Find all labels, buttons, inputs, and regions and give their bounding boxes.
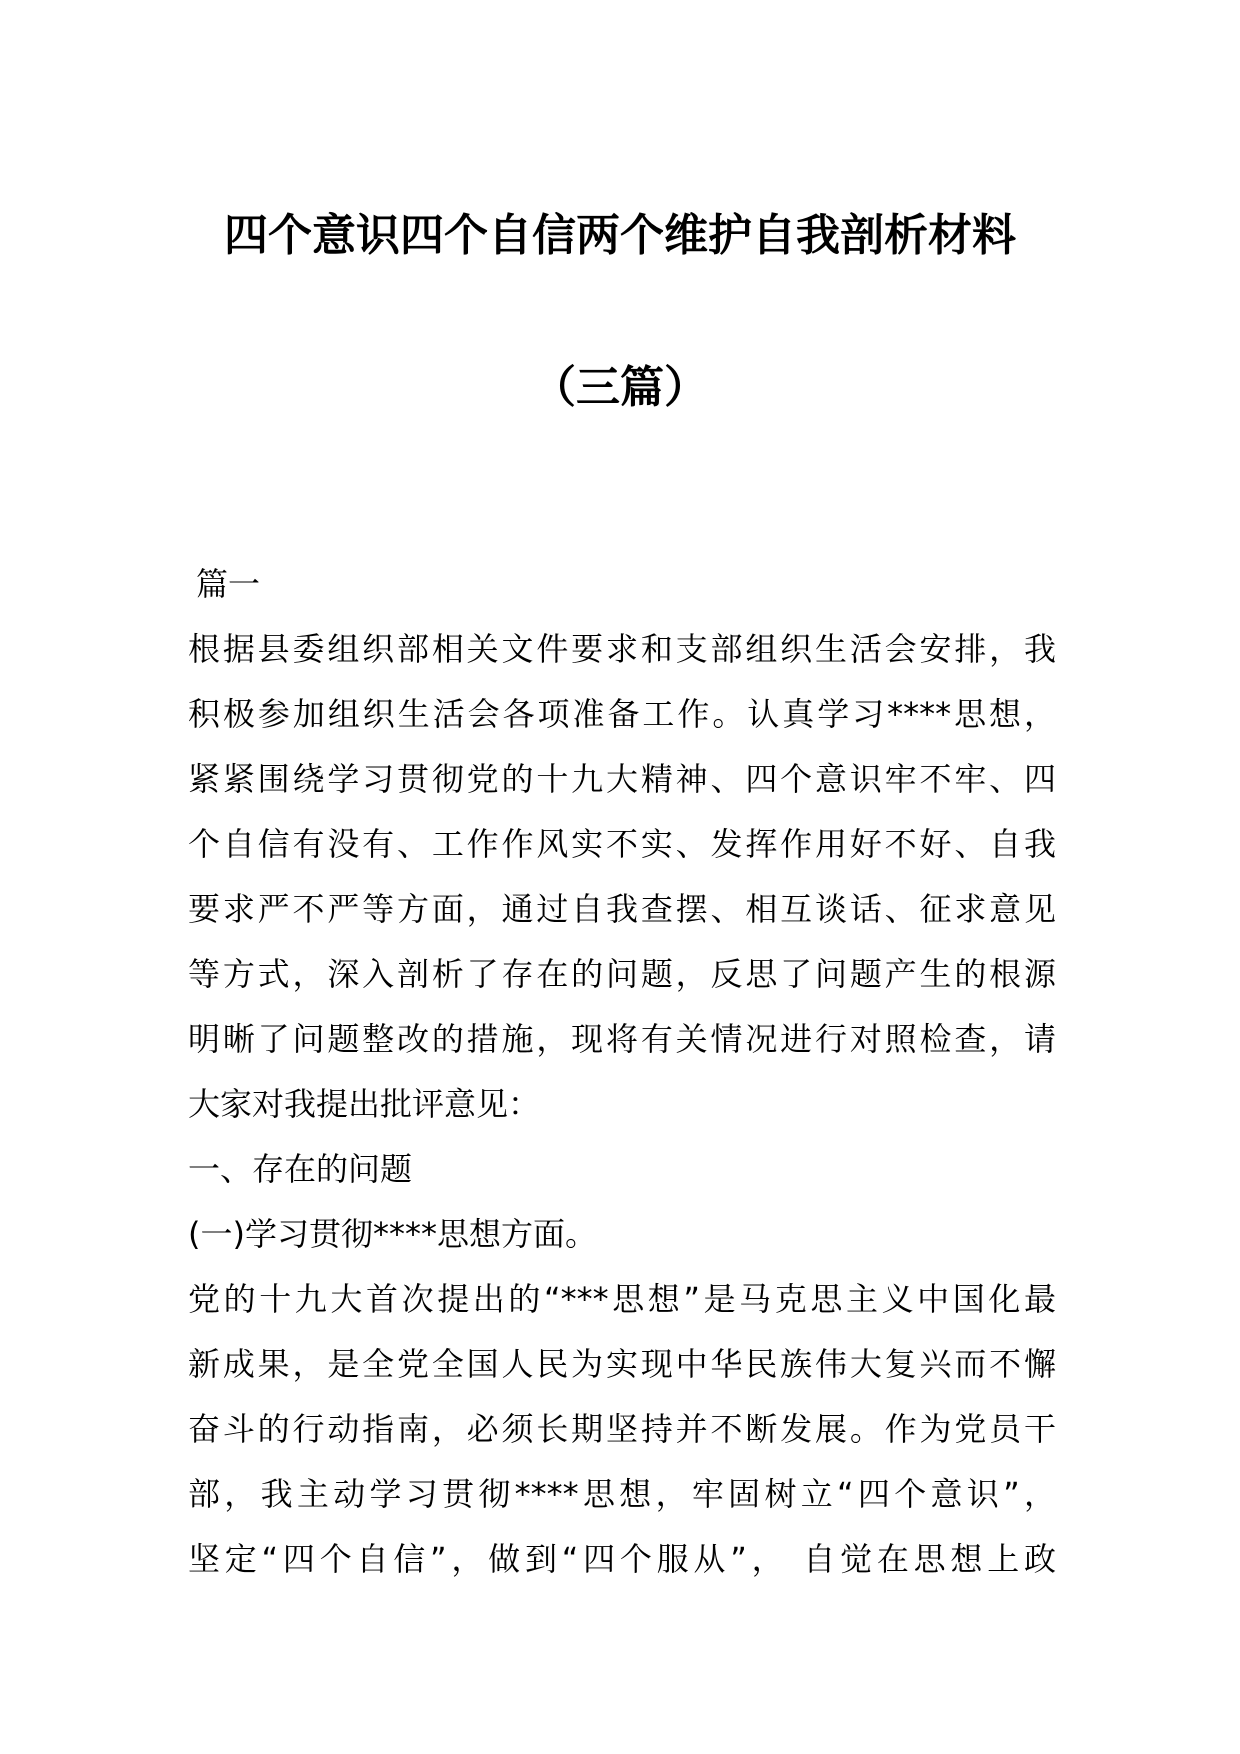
paragraph-line: 紧紧围绕学习贯彻党的十九大精神、四个意识牢不牢、四	[188, 760, 1056, 798]
paragraph-line: 等方式，深入剖析了存在的问题，反思了问题产生的根源	[188, 955, 1056, 993]
paragraph-line: 新成果，是全党全国人民为实现中华民族伟大复兴而不懈	[188, 1345, 1056, 1383]
paragraph-line: 要求严不严等方面，通过自我查摆、相互谈话、征求意见	[188, 890, 1056, 928]
document-title: 四个意识四个自信两个维护自我剖析材料	[224, 210, 1016, 261]
paragraph-line: 党的十九大首次提出的“***思想”是马克思主义中国化最	[188, 1280, 1056, 1318]
section-heading: 一、存在的问题	[188, 1150, 413, 1188]
section-label: 篇一	[196, 565, 261, 603]
paragraph-line: 个自信有没有、工作作风实不实、发挥作用好不好、自我	[188, 825, 1056, 863]
paragraph-line: 明晰了问题整改的措施，现将有关情况进行对照检查，请	[188, 1020, 1056, 1058]
paragraph-line: 根据县委组织部相关文件要求和支部组织生活会安排，我	[188, 630, 1056, 668]
paragraph-line: 大家对我提出批评意见：	[188, 1085, 541, 1123]
subsection-heading: (一)学习贯彻****思想方面。	[188, 1215, 597, 1253]
document-body	[188, 552, 1056, 1592]
paragraph-line: 坚定“四个自信”，做到“四个服从”， 自觉在思想上政	[188, 1540, 1056, 1578]
paragraph-1	[188, 617, 1056, 1137]
paragraph-line: 奋斗的行动指南，必须长期坚持并不断发展。作为党员干	[188, 1410, 1056, 1448]
paragraph-line: 部，我主动学习贯彻****思想，牢固树立“四个意识”，	[188, 1475, 1056, 1513]
paragraph-line: 积极参加组织生活会各项准备工作。认真学习****思想，	[188, 695, 1056, 733]
paragraph-2	[188, 1267, 1056, 1592]
document-title-subtitle: （三篇）	[532, 362, 708, 413]
